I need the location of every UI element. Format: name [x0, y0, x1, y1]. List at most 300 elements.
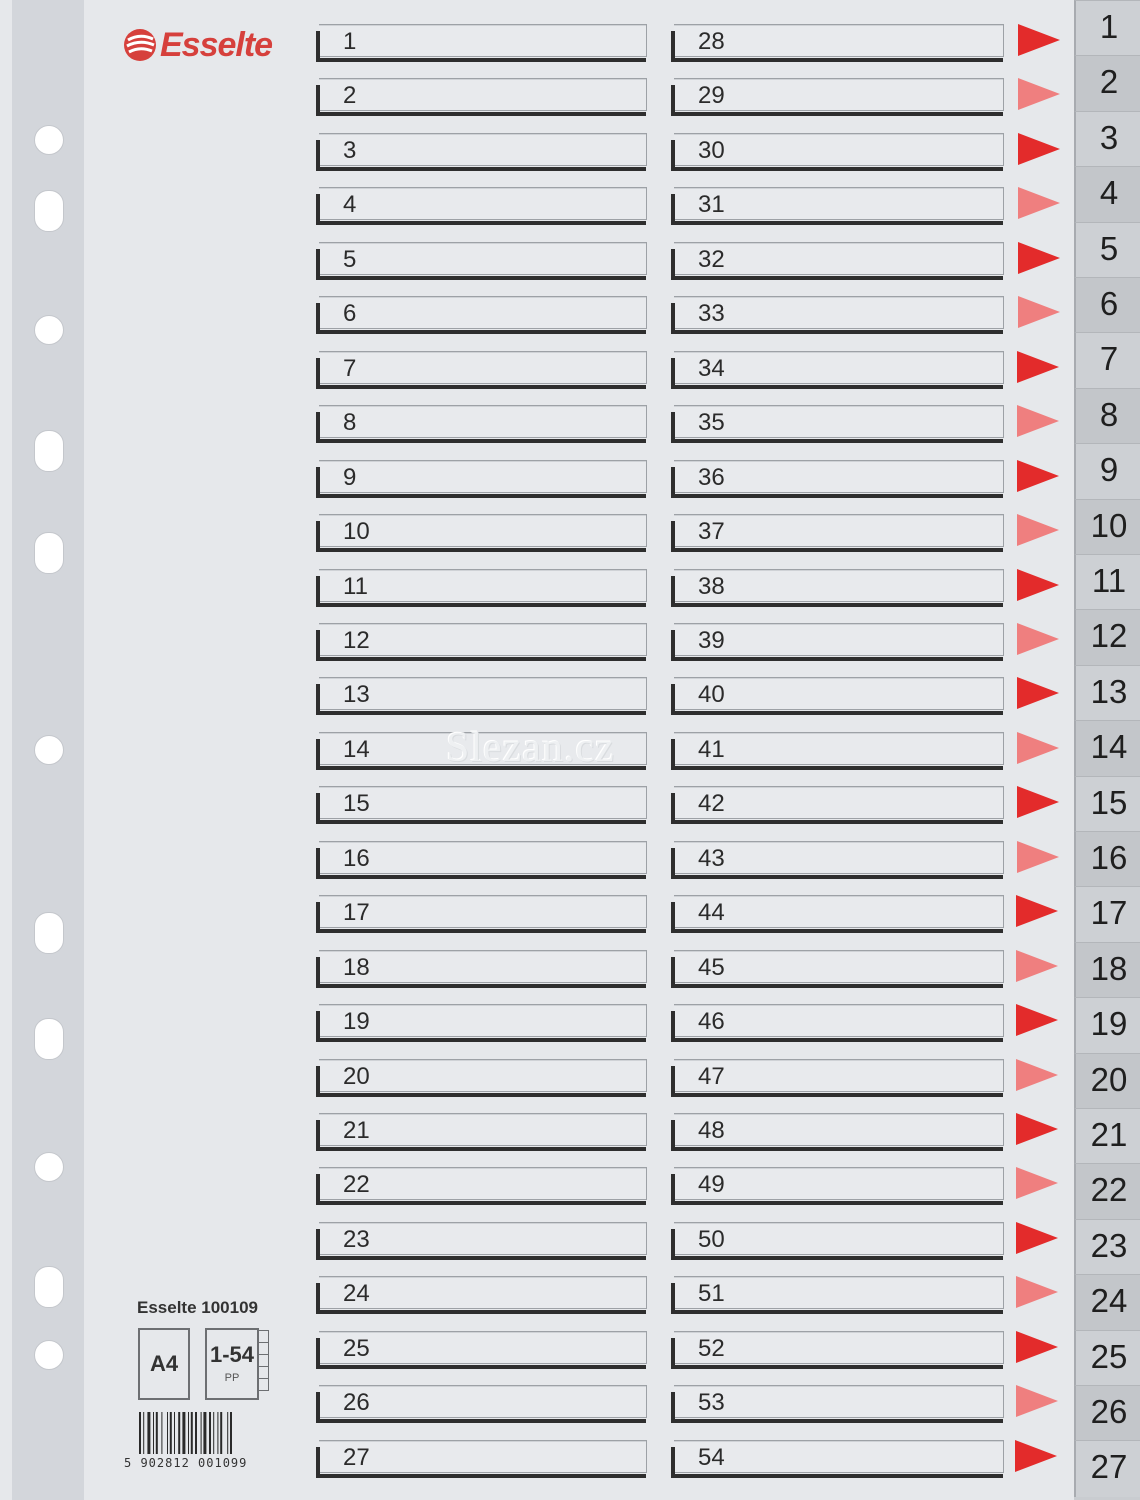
- field-edge: [316, 902, 320, 932]
- arrow-marker-icon: [1017, 460, 1059, 492]
- entry-number: 42: [698, 790, 725, 818]
- tab-number: 6: [1099, 285, 1119, 322]
- index-entry-field[interactable]: [319, 1276, 647, 1309]
- field-edge: [316, 984, 646, 988]
- field-edge: [316, 957, 320, 987]
- barcode-bar: [161, 1412, 162, 1454]
- field-edge: [671, 957, 675, 987]
- tab-number: 18: [1090, 949, 1128, 987]
- field-edge: [671, 1419, 1003, 1423]
- punch-hole: [34, 912, 64, 954]
- index-entry-field[interactable]: [674, 569, 1004, 602]
- entry-number: 22: [343, 1171, 370, 1199]
- entry-number: 52: [698, 1334, 725, 1362]
- field-edge: [316, 1256, 646, 1260]
- field-edge: [671, 1147, 1003, 1151]
- field-edge: [316, 1419, 646, 1423]
- index-entry-field[interactable]: [319, 1222, 647, 1255]
- index-entry-field[interactable]: [674, 895, 1004, 928]
- field-edge: [671, 1174, 675, 1204]
- field-edge: [316, 1147, 646, 1151]
- index-entry-field[interactable]: [674, 841, 1004, 874]
- index-entry-field[interactable]: [674, 1113, 1004, 1146]
- arrow-marker-icon: [1017, 405, 1059, 437]
- arrow-marker-icon: [1016, 1331, 1058, 1363]
- arrow-marker-icon: [1016, 950, 1058, 982]
- arrow-marker-icon: [1018, 78, 1060, 110]
- field-edge: [316, 1392, 320, 1422]
- tab-number: 20: [1090, 1060, 1128, 1098]
- entry-number: 34: [698, 354, 725, 382]
- field-edge: [671, 439, 1003, 443]
- tab-number: 14: [1090, 728, 1128, 766]
- material-label: PP: [224, 1372, 240, 1384]
- index-entry-field[interactable]: [319, 460, 647, 493]
- entry-number: 17: [343, 899, 370, 927]
- index-entry-field[interactable]: [674, 1059, 1004, 1092]
- tab-number: 27: [1090, 1448, 1128, 1486]
- field-edge: [316, 412, 320, 442]
- tab-number: 7: [1099, 340, 1119, 378]
- field-edge: [671, 848, 675, 878]
- entry-number: 11: [343, 572, 368, 600]
- tab-number: 15: [1090, 783, 1128, 821]
- tab-number: 13: [1090, 672, 1128, 710]
- entry-number: 40: [698, 681, 725, 709]
- index-entry-field[interactable]: [319, 351, 647, 384]
- field-edge: [671, 1310, 1003, 1314]
- index-entry-field[interactable]: [319, 78, 647, 111]
- entry-number: 35: [698, 409, 725, 437]
- index-entry-field[interactable]: [319, 841, 647, 874]
- index-tab[interactable]: [1074, 1440, 1140, 1497]
- field-edge: [316, 875, 646, 879]
- index-entry-field[interactable]: [674, 623, 1004, 656]
- entry-number: 15: [343, 790, 370, 818]
- index-entry-field[interactable]: [319, 1004, 647, 1037]
- index-entry-field[interactable]: [319, 405, 647, 438]
- tab-number: 9: [1099, 451, 1119, 489]
- entry-number: 32: [698, 245, 725, 273]
- tab-number: 25: [1090, 1337, 1128, 1375]
- tab-number: 22: [1090, 1171, 1128, 1209]
- field-edge: [316, 1174, 320, 1204]
- tab-number: 17: [1090, 894, 1128, 932]
- field-edge: [316, 303, 320, 333]
- field-edge: [671, 221, 1003, 225]
- entry-number: 39: [698, 626, 725, 654]
- field-edge: [316, 929, 646, 933]
- barcode-bar: [220, 1412, 222, 1454]
- field-edge: [316, 1120, 320, 1150]
- index-tab[interactable]: [1074, 388, 1140, 445]
- field-edge: [671, 58, 1003, 62]
- entry-number: 46: [698, 1008, 725, 1036]
- tab-number: 5: [1099, 229, 1119, 267]
- index-tab[interactable]: [1074, 1053, 1140, 1110]
- entry-number: 50: [698, 1225, 725, 1253]
- field-edge: [671, 112, 1003, 116]
- arrow-marker-icon: [1016, 895, 1058, 927]
- entry-number: 5: [343, 245, 357, 273]
- field-edge: [316, 1365, 646, 1369]
- field-edge: [671, 929, 1003, 933]
- field-edge: [316, 140, 320, 170]
- tab-strip: [1074, 0, 1140, 1500]
- product-code: Esselte 100109: [137, 1298, 258, 1317]
- field-edge: [671, 820, 1003, 824]
- index-entry-field[interactable]: [674, 133, 1004, 166]
- barcode-digits: 5 902812 001099: [124, 1456, 248, 1470]
- index-entry-field[interactable]: [319, 569, 647, 602]
- index-tab[interactable]: [1074, 997, 1140, 1054]
- entry-number: 43: [698, 844, 725, 872]
- barcode-bar: [195, 1412, 197, 1454]
- index-tab[interactable]: [1074, 1385, 1140, 1442]
- arrow-marker-icon: [1016, 1385, 1058, 1417]
- field-edge: [316, 85, 320, 115]
- index-tab[interactable]: [1074, 1108, 1140, 1165]
- index-tab[interactable]: [1074, 776, 1140, 833]
- arrow-marker-icon: [1017, 351, 1059, 383]
- arrow-marker-icon: [1016, 1004, 1058, 1036]
- barcode-bar: [230, 1412, 232, 1454]
- index-entry-field[interactable]: [674, 786, 1004, 819]
- field-edge: [316, 249, 320, 279]
- barcode-bar: [209, 1412, 211, 1454]
- barcode-bar: [153, 1412, 154, 1454]
- field-edge: [671, 358, 675, 388]
- field-edge: [671, 276, 1003, 280]
- field-edge: [316, 221, 646, 225]
- field-edge: [316, 385, 646, 389]
- index-entry-field[interactable]: [674, 296, 1004, 329]
- index-entry-field[interactable]: [674, 1167, 1004, 1200]
- tab-number: 16: [1090, 839, 1128, 876]
- index-entry-field[interactable]: [674, 1440, 1004, 1473]
- field-edge: [671, 603, 1003, 607]
- field-edge: [316, 1038, 646, 1042]
- arrow-marker-icon: [1017, 786, 1059, 818]
- index-tab[interactable]: [1074, 942, 1140, 999]
- entry-number: 1: [343, 28, 357, 55]
- index-entry-field[interactable]: [319, 895, 647, 928]
- index-tab[interactable]: [1074, 1330, 1140, 1387]
- tab-number: 3: [1099, 118, 1119, 156]
- field-edge: [671, 140, 675, 170]
- tab-number: 23: [1090, 1226, 1128, 1264]
- entry-number: 44: [698, 899, 725, 927]
- field-edge: [671, 521, 675, 551]
- barcode-bar: [217, 1412, 218, 1454]
- field-edge: [671, 1474, 1003, 1478]
- arrow-marker-icon: [1016, 1113, 1058, 1145]
- punch-hole: [34, 1340, 64, 1370]
- index-entry-field[interactable]: [319, 786, 647, 819]
- field-edge: [671, 875, 1003, 879]
- index-entry-field[interactable]: [319, 950, 647, 983]
- field-edge: [316, 1283, 320, 1313]
- field-edge: [671, 1447, 675, 1477]
- index-entry-field[interactable]: [674, 1331, 1004, 1364]
- field-edge: [316, 1338, 320, 1368]
- arrow-marker-icon: [1018, 24, 1060, 56]
- field-edge: [671, 1201, 1003, 1205]
- barcode-bar: [213, 1412, 214, 1454]
- entry-number: 33: [698, 300, 725, 328]
- entry-number: 36: [698, 463, 725, 491]
- index-entry-field[interactable]: [674, 1385, 1004, 1418]
- punch-hole: [34, 125, 64, 155]
- entry-number: 37: [698, 518, 725, 546]
- arrow-marker-icon: [1016, 1276, 1058, 1308]
- index-tab[interactable]: [1074, 720, 1140, 777]
- index-entry-field[interactable]: [319, 623, 647, 656]
- entry-number: 30: [698, 136, 725, 164]
- entry-number: 48: [698, 1117, 725, 1144]
- entry-number: 45: [698, 953, 725, 981]
- arrow-marker-icon: [1016, 1222, 1058, 1254]
- index-entry-field[interactable]: [319, 1059, 647, 1092]
- tab-number: 26: [1090, 1393, 1128, 1430]
- field-edge: [316, 1011, 320, 1041]
- entry-number: 12: [343, 626, 370, 654]
- entry-number: 54: [698, 1443, 725, 1471]
- index-entry-field[interactable]: [674, 187, 1004, 220]
- arrow-marker-icon: [1017, 623, 1059, 655]
- arrow-marker-icon: [1017, 677, 1059, 709]
- entry-number: 7: [343, 354, 357, 382]
- field-edge: [316, 521, 320, 551]
- tab-steps-icon: [259, 1330, 271, 1400]
- barcode-bar: [227, 1412, 228, 1454]
- field-edge: [316, 358, 320, 388]
- field-edge: [671, 739, 675, 769]
- index-entry-field[interactable]: [674, 1276, 1004, 1309]
- field-edge: [671, 1120, 675, 1150]
- arrow-marker-icon: [1015, 1440, 1057, 1472]
- range-label: 1-54: [209, 1342, 255, 1367]
- index-tab[interactable]: [1074, 0, 1140, 57]
- index-tab[interactable]: [1074, 332, 1140, 389]
- entry-number: 18: [343, 953, 370, 981]
- index-tab[interactable]: [1074, 831, 1140, 888]
- field-edge: [671, 1038, 1003, 1042]
- field-edge: [316, 793, 320, 823]
- index-entry-field[interactable]: [319, 1113, 647, 1146]
- index-entry-field[interactable]: [674, 677, 1004, 710]
- entry-number: 29: [698, 82, 725, 110]
- index-entry-field[interactable]: [674, 24, 1004, 57]
- entry-number: 2: [343, 82, 357, 110]
- entry-number: 21: [343, 1117, 370, 1144]
- index-tab[interactable]: [1074, 554, 1140, 611]
- entry-number: 10: [343, 518, 370, 546]
- field-edge: [671, 1066, 675, 1096]
- field-edge: [671, 902, 675, 932]
- field-edge: [316, 112, 646, 116]
- index-tab[interactable]: [1074, 499, 1140, 556]
- entry-number: 25: [343, 1334, 370, 1362]
- field-edge: [316, 820, 646, 824]
- field-edge: [671, 1338, 675, 1368]
- index-entry-field[interactable]: [674, 950, 1004, 983]
- index-entry-field[interactable]: [319, 514, 647, 547]
- index-entry-field[interactable]: [674, 242, 1004, 275]
- entry-number: 24: [343, 1280, 370, 1308]
- index-entry-field[interactable]: [674, 351, 1004, 384]
- brand-name: Esselte: [160, 26, 273, 64]
- field-edge: [671, 548, 1003, 552]
- watermark: Slezan.cz: [446, 725, 615, 771]
- esselte-logo-icon: [122, 27, 158, 63]
- index-entry-field[interactable]: [674, 460, 1004, 493]
- size-label: A4: [138, 1328, 190, 1400]
- entry-number: 53: [698, 1389, 725, 1417]
- index-tab[interactable]: [1074, 55, 1140, 112]
- field-edge: [316, 31, 320, 61]
- field-edge: [671, 630, 675, 660]
- arrow-marker-icon: [1016, 1059, 1058, 1091]
- barcode-bar: [182, 1412, 185, 1454]
- tab-number: 2: [1099, 63, 1119, 101]
- index-tab[interactable]: [1074, 277, 1140, 334]
- index-tab[interactable]: [1074, 886, 1140, 943]
- entry-number: 41: [698, 735, 725, 763]
- entry-number: 16: [343, 844, 370, 872]
- index-entry-field[interactable]: [674, 732, 1004, 765]
- field-edge: [671, 85, 675, 115]
- index-entry-field[interactable]: [674, 1004, 1004, 1037]
- index-entry-field[interactable]: [319, 1385, 647, 1418]
- field-edge: [671, 657, 1003, 661]
- tab-number: 19: [1090, 1005, 1128, 1043]
- field-edge: [316, 194, 320, 224]
- index-entry-field[interactable]: [319, 242, 647, 275]
- esselte-logo: [122, 25, 272, 65]
- barcode-bar: [167, 1412, 168, 1454]
- entry-number: 8: [343, 409, 357, 437]
- field-edge: [316, 1474, 646, 1478]
- barcode-bar: [156, 1412, 158, 1454]
- index-entry-field[interactable]: [319, 296, 647, 329]
- tab-number: 10: [1090, 506, 1128, 544]
- field-edge: [671, 494, 1003, 498]
- field-edge: [671, 576, 675, 606]
- entry-number: 9: [343, 463, 357, 491]
- index-tab[interactable]: [1074, 665, 1140, 722]
- index-tab[interactable]: [1074, 166, 1140, 223]
- field-edge: [316, 330, 646, 334]
- arrow-marker-icon: [1018, 133, 1060, 165]
- field-edge: [671, 1011, 675, 1041]
- entry-number: 26: [343, 1389, 370, 1417]
- field-edge: [316, 630, 320, 660]
- entry-number: 14: [343, 735, 370, 763]
- entry-number: 23: [343, 1225, 370, 1253]
- field-edge: [316, 848, 320, 878]
- index-tab[interactable]: [1074, 443, 1140, 500]
- entry-number: 3: [343, 136, 357, 164]
- index-entry-field[interactable]: [319, 1440, 647, 1473]
- arrow-marker-icon: [1017, 732, 1059, 764]
- index-entry-field[interactable]: [674, 78, 1004, 111]
- field-edge: [671, 1256, 1003, 1260]
- arrow-marker-icon: [1016, 1167, 1058, 1199]
- field-edge: [671, 1365, 1003, 1369]
- field-edge: [671, 385, 1003, 389]
- index-entry-field[interactable]: [319, 24, 647, 57]
- field-edge: [671, 684, 675, 714]
- field-edge: [316, 58, 646, 62]
- arrow-marker-icon: [1018, 187, 1060, 219]
- field-edge: [316, 439, 646, 443]
- field-edge: [671, 711, 1003, 715]
- barcode-bar: [203, 1412, 206, 1454]
- entry-number: 27: [343, 1443, 370, 1471]
- field-edge: [316, 1229, 320, 1259]
- arrow-marker-icon: [1017, 841, 1059, 873]
- index-entry-field[interactable]: [319, 1167, 647, 1200]
- index-entry-field[interactable]: [319, 133, 647, 166]
- entry-number: 28: [698, 28, 725, 55]
- index-entry-field[interactable]: [319, 187, 647, 220]
- index-tab[interactable]: [1074, 609, 1140, 666]
- barcode-bar: [174, 1412, 175, 1454]
- field-edge: [671, 467, 675, 497]
- field-edge: [671, 1392, 675, 1422]
- barcode-bar: [201, 1412, 202, 1454]
- index-tab[interactable]: [1074, 1274, 1140, 1331]
- index-entry-field[interactable]: [674, 405, 1004, 438]
- barcode-bar: [147, 1412, 150, 1454]
- field-edge: [671, 412, 675, 442]
- entry-number: 20: [343, 1062, 370, 1090]
- index-entry-field[interactable]: [674, 514, 1004, 547]
- field-edge: [671, 1093, 1003, 1097]
- index-entry-field[interactable]: [319, 677, 647, 710]
- field-edge: [316, 684, 320, 714]
- index-entry-field[interactable]: [674, 1222, 1004, 1255]
- punch-hole: [34, 315, 64, 345]
- index-tab[interactable]: [1074, 1163, 1140, 1220]
- entry-number: 4: [343, 191, 357, 219]
- field-edge: [671, 330, 1003, 334]
- index-tab[interactable]: [1074, 1219, 1140, 1276]
- entry-number: 47: [698, 1062, 725, 1090]
- field-edge: [316, 739, 320, 769]
- field-edge: [316, 1093, 646, 1097]
- field-edge: [671, 793, 675, 823]
- field-edge: [316, 1201, 646, 1205]
- punch-hole: [34, 532, 64, 574]
- tab-number: 21: [1090, 1116, 1128, 1153]
- field-edge: [671, 31, 675, 61]
- tab-number: 24: [1090, 1282, 1128, 1320]
- field-edge: [316, 467, 320, 497]
- barcode: [137, 1412, 269, 1454]
- field-edge: [316, 167, 646, 171]
- field-edge: [671, 194, 675, 224]
- field-edge: [671, 167, 1003, 171]
- index-tab[interactable]: [1074, 111, 1140, 168]
- tab-number: 12: [1090, 617, 1128, 655]
- barcode-bar: [188, 1412, 189, 1454]
- tab-number: 4: [1099, 174, 1119, 212]
- index-entry-field[interactable]: [319, 1331, 647, 1364]
- index-tab[interactable]: [1074, 222, 1140, 279]
- field-edge: [671, 984, 1003, 988]
